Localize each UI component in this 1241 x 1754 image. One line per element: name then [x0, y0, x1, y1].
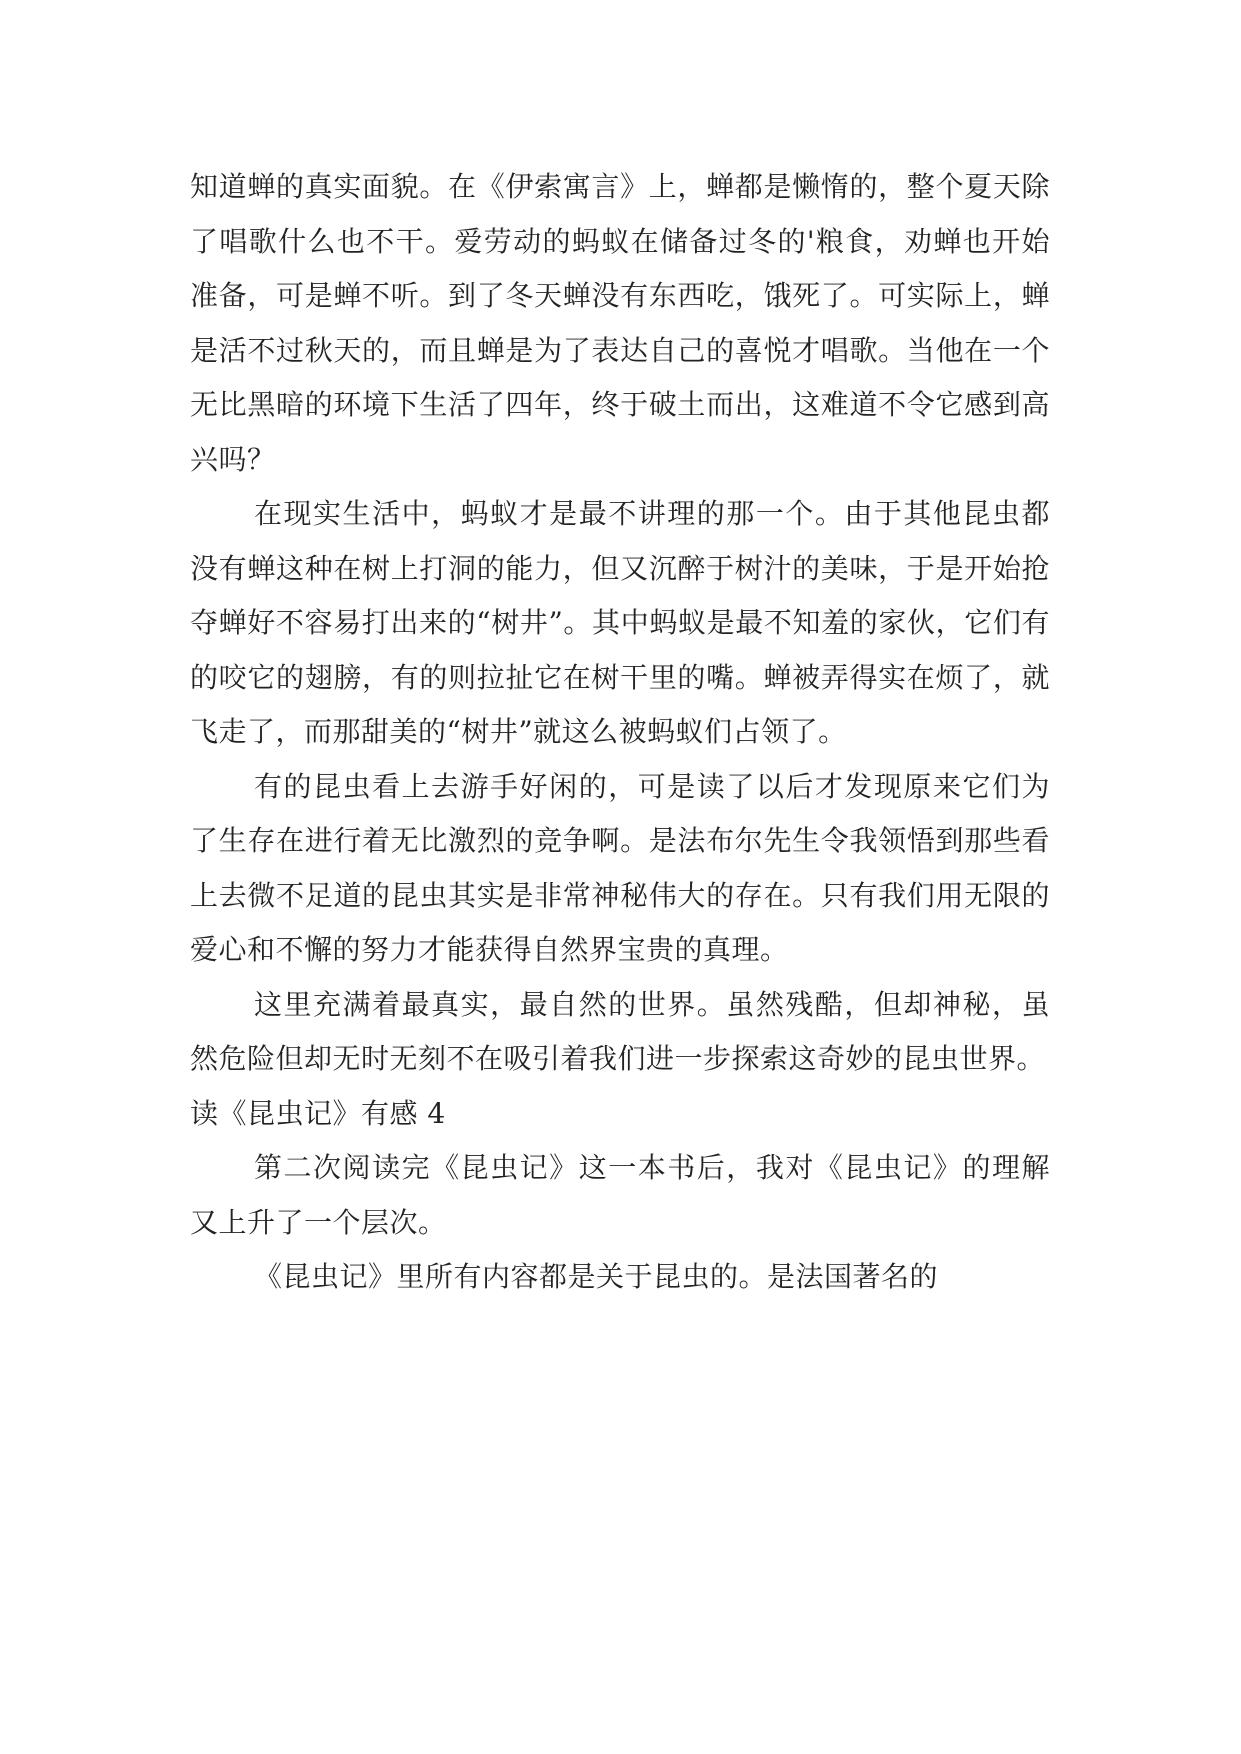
paragraph-2: 在现实生活中，蚂蚁才是最不讲理的那一个。由于其他昆虫都没有蝉这种在树上打洞的能力，但又沉醉于树汁的美味，于是开始抢夺蝉好不容易打出来的“树井”。其中蚂蚁是最不知羞的家伙，它们有的咬它的翅膀，有的则拉扯它在树干里的嘴。蝉被弄得实在烦了，就飞走了，而那甜美的“树井”就这么被蚂蚁们占领了。 — [190, 497, 1050, 748]
paragraph-1: 知道蝉的真实面貌。在《伊索寓言》上，蝉都是懒惰的，整个夏天除了唱歌什么也不干。爱劳动的蚂蚁在储备过冬的'粮食，劝蝉也开始准备，可是蝉不听。到了冬天蝉没有东西吃，饿死了。可实际上，蝉是活不过秋天的，而且蝉是为了表达自己的喜悦才唱歌。当他在一个无比黑暗的环境下生活了四年，终于破土而出，这难道不令它感到高兴吗？ — [190, 170, 1050, 476]
paragraph-5: 第二次阅读完《昆虫记》这一本书后，我对《昆虫记》的理解又上升了一个层次。 — [190, 1151, 1050, 1239]
paragraph-3: 有的昆虫看上去游手好闲的，可是读了以后才发现原来它们为了生存在进行着无比激烈的竞争啊。是法布尔先生令我领悟到那些看上去微不足道的昆虫其实是非常神秘伟大的存在。只有我们用无限的爱心和不懈的努力才能获得自然界宝贵的真理。 — [190, 769, 1050, 966]
paragraph-4: 这里充满着最真实，最自然的世界。虽然残酷，但却神秘，虽然危险但却无时无刻不在吸引着我们进一步探索这奇妙的昆虫世界。 — [190, 987, 1050, 1075]
section-heading: 读《昆虫记》有感 4 — [190, 1096, 446, 1130]
paragraph-6: 《昆虫记》里所有内容都是关于昆虫的。是法国著名的 — [254, 1260, 939, 1293]
document-page — [190, 160, 1050, 1305]
